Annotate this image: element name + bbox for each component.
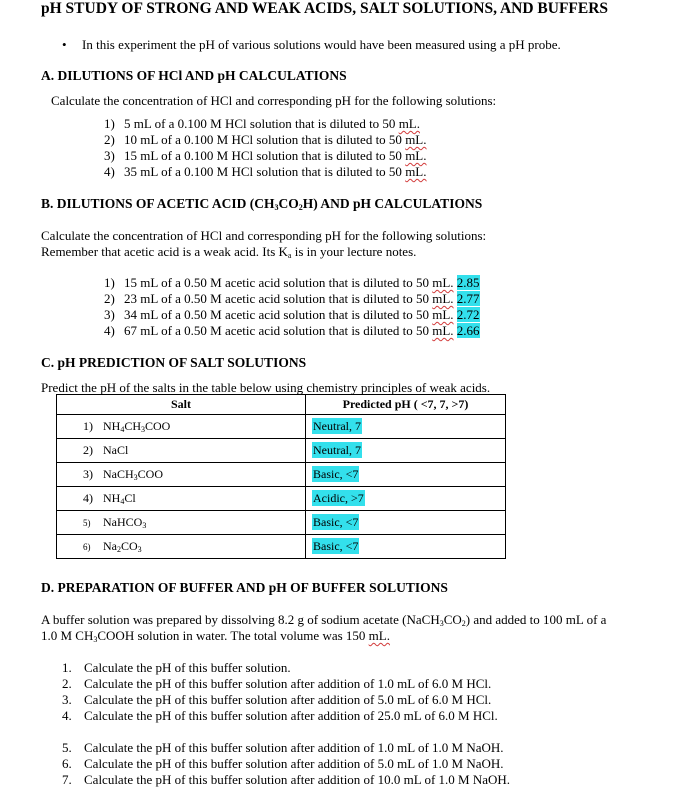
section-a-item: 4) 35 mL of a 0.100 M HCl solution that is diluted to 50 mL. [104,164,427,179]
section-d-item: 5. Calculate the pH of this buffer solution after addition of 1.0 mL of 1.0 M NaOH. [62,740,504,755]
answer-badge: 2.66 [456,323,480,338]
salt-cell: 1) $NH_4CH_3COO$ [57,415,306,439]
salt-cell: 3) NaCH$_3$COO [57,463,306,487]
section-d-item: 4. Calculate the pH of this buffer solution after addition of 25.0 mL of 6.0 M HCl. [62,708,498,723]
section-d-item: 3. Calculate the pH of this buffer solution after addition of 5.0 mL of 6.0 M HCl. [62,692,492,707]
section-b-item: 2) 23 mL of a 0.50 M acetic acid solution that is diluted to 50 mL. 2.77 [104,291,480,306]
col-header-ph: Predicted pH ( <7, 7, >7) [306,395,506,415]
section-d-paragraph-line1: A buffer solution was prepared by dissolving 8.2 g of sodium acetate $(NaCH_3CO_2)$ and added to 100 mL of a [41,612,607,628]
section-d-item: 6. Calculate the pH of this buffer solution after addition of 5.0 mL of 1.0 M NaOH. [62,756,504,771]
answer-badge: 2.72 [456,307,480,322]
table-header-row [57,395,506,415]
section-a-item: 2) 10 mL of a 0.100 M HCl solution that is diluted to 50 mL. [104,132,427,147]
table-row [57,439,506,463]
table-row [57,511,506,535]
section-c-heading: C. pH PREDICTION OF SALT SOLUTIONS [41,355,307,370]
section-b-item: 4) 67 mL of a 0.50 M acetic acid solution that is diluted to 50 mL. 2.66 [104,323,480,338]
section-d-item: 7. Calculate the pH of this buffer solution after addition of 10.0 mL of 1.0 M NaOH. [62,772,511,787]
table-row [57,535,506,559]
section-a-instruction: Calculate the concentration of HCl and corresponding pH for the following solutions: [51,93,497,108]
col-header-salt: Salt [57,395,306,415]
section-d-item: 2. Calculate the pH of this buffer solution after addition of 1.0 mL of 6.0 M HCl. [62,676,492,691]
table-row [57,463,506,487]
salt-table [56,394,506,559]
salt-cell: 2) NaCl [57,439,306,463]
ph-cell: Neutral, 7 [306,415,506,439]
section-b-instruction: Calculate the concentration of HCl and corresponding pH for the following solutions: [41,228,487,243]
section-a-item: 1) 5 mL of a 0.100 M HCl solution that is diluted to 50 mL. [104,116,420,131]
table-row [57,415,506,439]
section-d-paragraph-line2: 1.0 M $CH_3COOH$ solution in water. The total volume was 150 mL. [41,628,390,644]
section-b-heading: B. DILUTIONS OF ACETIC ACID $(CH_3CO_2H)$ AND pH CALCULATIONS [41,196,483,212]
ph-cell: Neutral, 7 [306,439,506,463]
section-b-note: Remember that acetic acid is a weak acid. Its Ka is in your lecture notes. [41,244,417,260]
table-row [57,487,506,511]
ph-cell: Basic, <7 [306,535,506,559]
ph-cell: Basic, <7 [306,511,506,535]
section-b-item: 1) 15 mL of a 0.50 M acetic acid solution that is diluted to 50 mL. 2.85 [104,275,480,290]
section-d-item: 1. Calculate the pH of this buffer solution. [62,660,291,675]
answer-badge: 2.85 [456,275,480,290]
section-a-item: 3) 15 mL of a 0.100 M HCl solution that is diluted to 50 mL. [104,148,427,163]
ph-cell: Basic, <7 [306,463,506,487]
salt-cell: 5) NaHCO$_3$ [57,511,306,535]
section-d-heading: D. PREPARATION OF BUFFER AND pH OF BUFFER SOLUTIONS [41,580,448,595]
salt-cell: 4) $NH_4Cl$ [57,487,306,511]
section-b-item: 3) 34 mL of a 0.50 M acetic acid solution that is diluted to 50 mL. 2.72 [104,307,480,322]
salt-cell: 6) $Na_2CO_3$ [57,535,306,559]
ph-cell: Acidic, >7 [306,487,506,511]
section-a-heading: A. DILUTIONS OF HCl AND pH CALCULATIONS [41,68,347,83]
section-c-instruction: Predict the pH of the salts in the table below using chemistry principles of weak acids. [41,380,491,395]
answer-badge: 2.77 [456,291,480,306]
bullet-icon: • [62,37,67,52]
page-title: pH STUDY OF STRONG AND WEAK ACIDS, SALT SOLUTIONS, AND BUFFERS [41,0,609,17]
intro-text: In this experiment the pH of various solutions would have been measured using a pH probe. [82,37,561,52]
